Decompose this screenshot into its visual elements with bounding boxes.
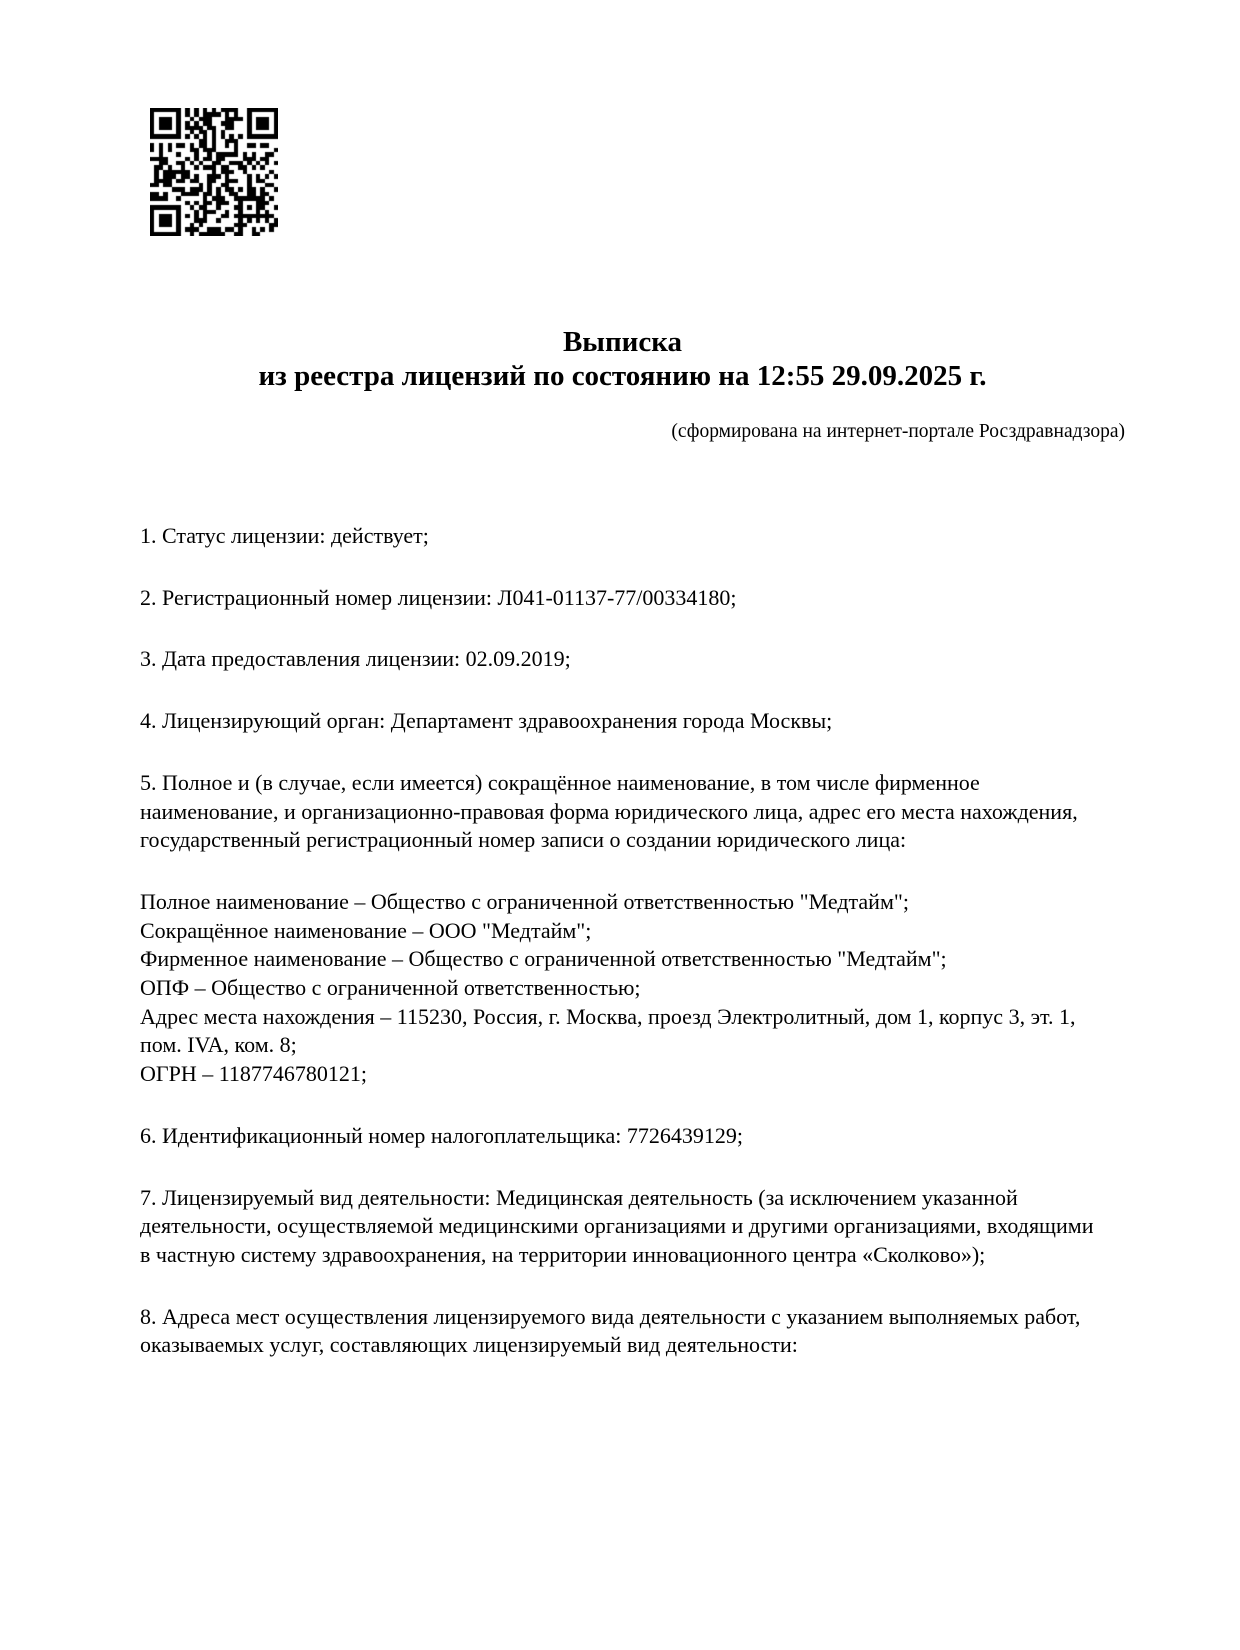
paragraph-activity-addresses: 8. Адреса мест осуществления лицензируемого вида деятельности с указанием выполняемых работ, оказываемых услуг, составляющих лицензируемый вид деятельности: bbox=[140, 1303, 1081, 1358]
qr-code bbox=[150, 108, 278, 236]
entity-opf: ОПФ – Общество с ограниченной ответственностью; bbox=[140, 975, 641, 1001]
entity-address: Адрес места нахождения – 115230, Россия, г. Москва, проезд Электролитный, дом 1, корпус 3, эт. 1, пом. IVA, ком. 8; bbox=[140, 1003, 1076, 1058]
paragraph-entity-intro: 5. Полное и (в случае, если имеется) сокращённое наименование, в том числе фирменное наименование, и организационно-правовая форма юридического лица, адрес его места нахождения, государственный регистрационный номер записи о создании юридического лица: bbox=[140, 769, 1078, 853]
entity-details bbox=[140, 888, 1105, 1089]
entity-brand-name: Фирменное наименование – Общество с ограниченной ответственностью "Медтайм"; bbox=[140, 946, 947, 972]
entity-short-name: Сокращённое наименование – ООО "Медтайм"; bbox=[140, 917, 592, 943]
document-title bbox=[140, 325, 1105, 393]
paragraph-licensing-authority: 4. Лицензирующий орган: Департамент здравоохранения города Москвы; bbox=[140, 708, 833, 734]
paragraph-license-date: 3. Дата предоставления лицензии: 02.09.2019; bbox=[140, 646, 571, 672]
document-body bbox=[140, 522, 1105, 1360]
title-line-2: из реестра лицензий по состоянию на 12:55 29.09.2025 г. bbox=[258, 360, 987, 392]
formation-note: (сформирована на интернет-портале Росздравнадзора) bbox=[671, 421, 1125, 442]
entity-full-name: Полное наименование – Общество с ограниченной ответственностью "Медтайм"; bbox=[140, 888, 909, 914]
entity-ogrn: ОГРН – 1187746780121; bbox=[140, 1061, 368, 1087]
title-line-1: Выписка bbox=[562, 326, 683, 358]
paragraph-registration-number: 2. Регистрационный номер лицензии: Л041-01137-77/00334180; bbox=[140, 584, 737, 610]
paragraph-license-status: 1. Статус лицензии: действует; bbox=[140, 523, 429, 548]
paragraph-inn: 6. Идентификационный номер налогоплательщика: 7726439129; bbox=[140, 1122, 743, 1148]
paragraph-activity-type: 7. Лицензируемый вид деятельности: Медицинская деятельность (за исключением указанной деятельности, осуществляемой медицинскими организациями и другими организациями, входящими в частную систему здравоохранения, на территории инновационного центра «Сколково»); bbox=[140, 1184, 1094, 1267]
